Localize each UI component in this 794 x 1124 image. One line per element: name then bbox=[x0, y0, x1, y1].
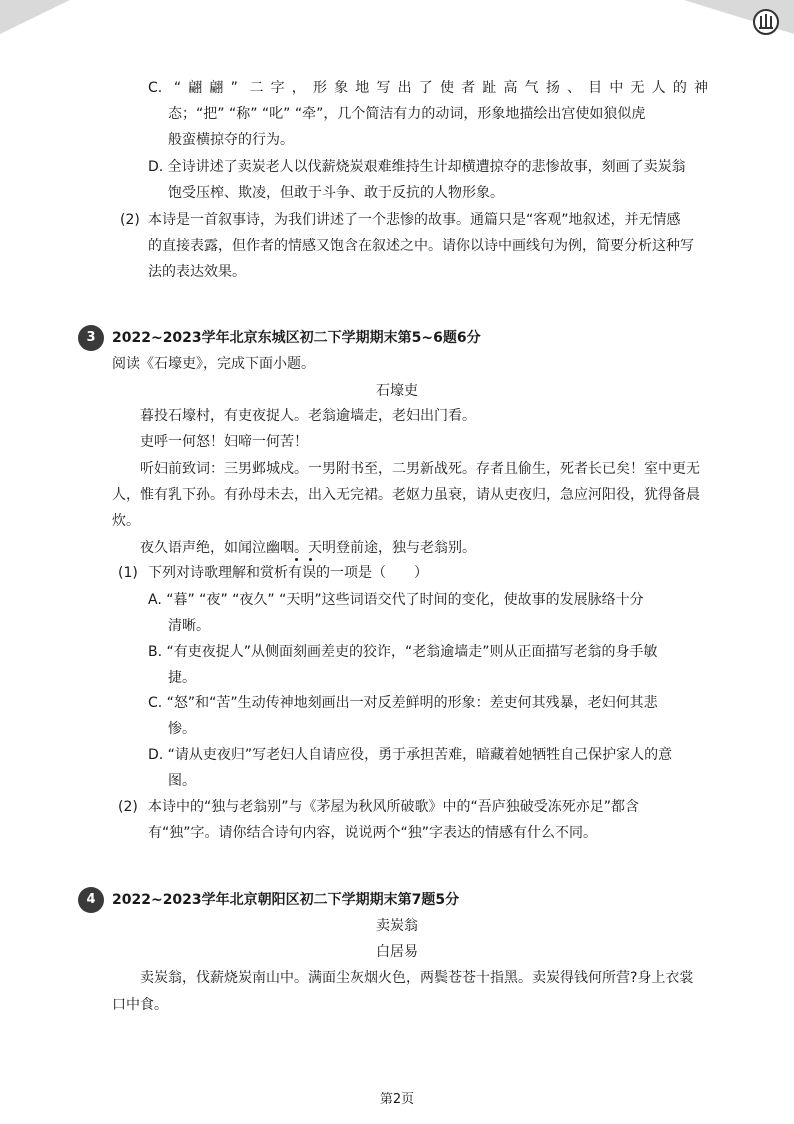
question-3-header: 2022~2023学年北京东城区初二下学期期末第5~6题6分 bbox=[112, 330, 481, 346]
poem-line-2: 吏呼一何怒！妇啼一何苦！ bbox=[140, 434, 308, 450]
q3-option-c-line-2: 惨。 bbox=[168, 721, 196, 737]
emphasis-dot bbox=[309, 558, 312, 561]
poem-line-3c: 炊。 bbox=[112, 513, 140, 529]
q4-poem-line-1: 卖炭翁，伐薪烧炭南山中。满面尘灰烟火色，两鬓苍苍十指黑。卖炭得钱何所营?身上衣裳 bbox=[140, 970, 694, 986]
subquestion-1-number: (1) bbox=[118, 565, 138, 581]
question-4-header: 2022~2023学年北京朝阳区初二下学期期末第7题5分 bbox=[112, 892, 460, 908]
poem-line-1: 暮投石壕村，有吏夜捉人。老翁逾墙走，老妇出门看。 bbox=[140, 408, 476, 424]
q4-poem-author: 白居易 bbox=[376, 944, 418, 960]
q3-option-b-line-2: 捷。 bbox=[168, 670, 196, 686]
q3-option-a-line-1: A. “暮” “夜” “夜久” “天明”这些词语交代了时间的变化，使故事的发展脉络十分 bbox=[148, 592, 644, 608]
option-d-line-2: 饱受压榨、欺凌，但敢于斗争、敢于反抗的人物形象。 bbox=[168, 185, 504, 201]
corner-decoration-left bbox=[0, 0, 70, 34]
q3-subquestion-2-number: (2) bbox=[118, 799, 138, 815]
subquestion-1-text: 下列对诗歌理解和赏析有误的一项是（ ） bbox=[148, 565, 428, 581]
poem-line-3b: 人，惟有乳下孙。有孙母未去，出入无完裙。老妪力虽衰，请从吏夜归，急应河阳役，犹得备晨 bbox=[112, 487, 700, 503]
q4-poem-line-2: 口中食。 bbox=[112, 997, 168, 1013]
question-3-intro: 阅读《石壕吏》，完成下面小题。 bbox=[112, 356, 315, 372]
q4-poem-title: 卖炭翁 bbox=[376, 918, 418, 934]
q3-option-a-line-2: 清晰。 bbox=[168, 618, 210, 634]
option-c-line-3: 般蛮横掠夺的行为。 bbox=[168, 132, 294, 148]
subquestion-2-line-3: 法的表达效果。 bbox=[148, 264, 246, 280]
q3-option-d-line-2: 图。 bbox=[168, 773, 196, 789]
q3-subquestion-2-line-2: 有“独”字。请你结合诗句内容，说说两个“独”字表达的情感有什么不同。 bbox=[148, 825, 598, 841]
option-c-line-2: 态；“把” “称” “叱” “牵”，几个简洁有力的动词，形象地描绘出宫使如狼似虎 bbox=[168, 106, 646, 122]
poem-line-3a: 听妇前致词：三男邺城戍。一男附书至，二男新战死。存者且偷生，死者长已矣！室中更无 bbox=[140, 461, 700, 477]
question-3-number-badge: 3 bbox=[78, 325, 104, 351]
page-number: 第2页 bbox=[379, 1092, 415, 1107]
q3-subquestion-2-line-1: 本诗中的“独与老翁别”与《茅屋为秋风所破歌》中的“吾庐独破受冻死亦足”都含 bbox=[148, 799, 640, 815]
question-4-number-badge: 4 bbox=[78, 887, 104, 913]
poem-title: 石壕吏 bbox=[376, 383, 418, 399]
option-c-line-1: C. “翩翩” 二字，形象地写出了使者趾高气扬、目中无人的神 bbox=[148, 80, 708, 96]
subquestion-2-line-2: 的直接表露，但作者的情感又饱含在叙述之中。请你以诗中画线句为例，简要分析这种写 bbox=[148, 238, 694, 254]
subquestion-2-line-1: 本诗是一首叙事诗，为我们讲述了一个悲惨的故事。通篇只是“客观”地叙述，并无情感 bbox=[148, 212, 681, 228]
emphasis-dot bbox=[295, 558, 298, 561]
q3-option-d-line-1: D. “请从吏夜归”写老妇人自请应役，勇于承担苦难，暗藏着她牺牲自己保护家人的意 bbox=[148, 747, 673, 763]
option-d-line-1: D. 全诗讲述了卖炭老人以伐薪烧炭艰难维持生计却横遭掠夺的悲惨故事，刻画了卖炭翁 bbox=[148, 159, 686, 175]
q3-option-b-line-1: B. “有吏夜捉人”从侧面刻画差吏的狡诈，“老翁逾墙走”则从正面描写老翁的身手敏 bbox=[148, 644, 658, 660]
q3-option-c-line-1: C. “怒”和“苦”生动传神地刻画出一对反差鲜明的形象：差吏何其残暴，老妇何其悲 bbox=[148, 695, 658, 711]
subquestion-2-number: (2) bbox=[120, 212, 140, 228]
poem-line-4: 夜久语声绝，如闻泣幽咽。天明登前途，独与老翁别。 bbox=[140, 540, 476, 556]
publisher-logo-icon bbox=[752, 8, 780, 36]
